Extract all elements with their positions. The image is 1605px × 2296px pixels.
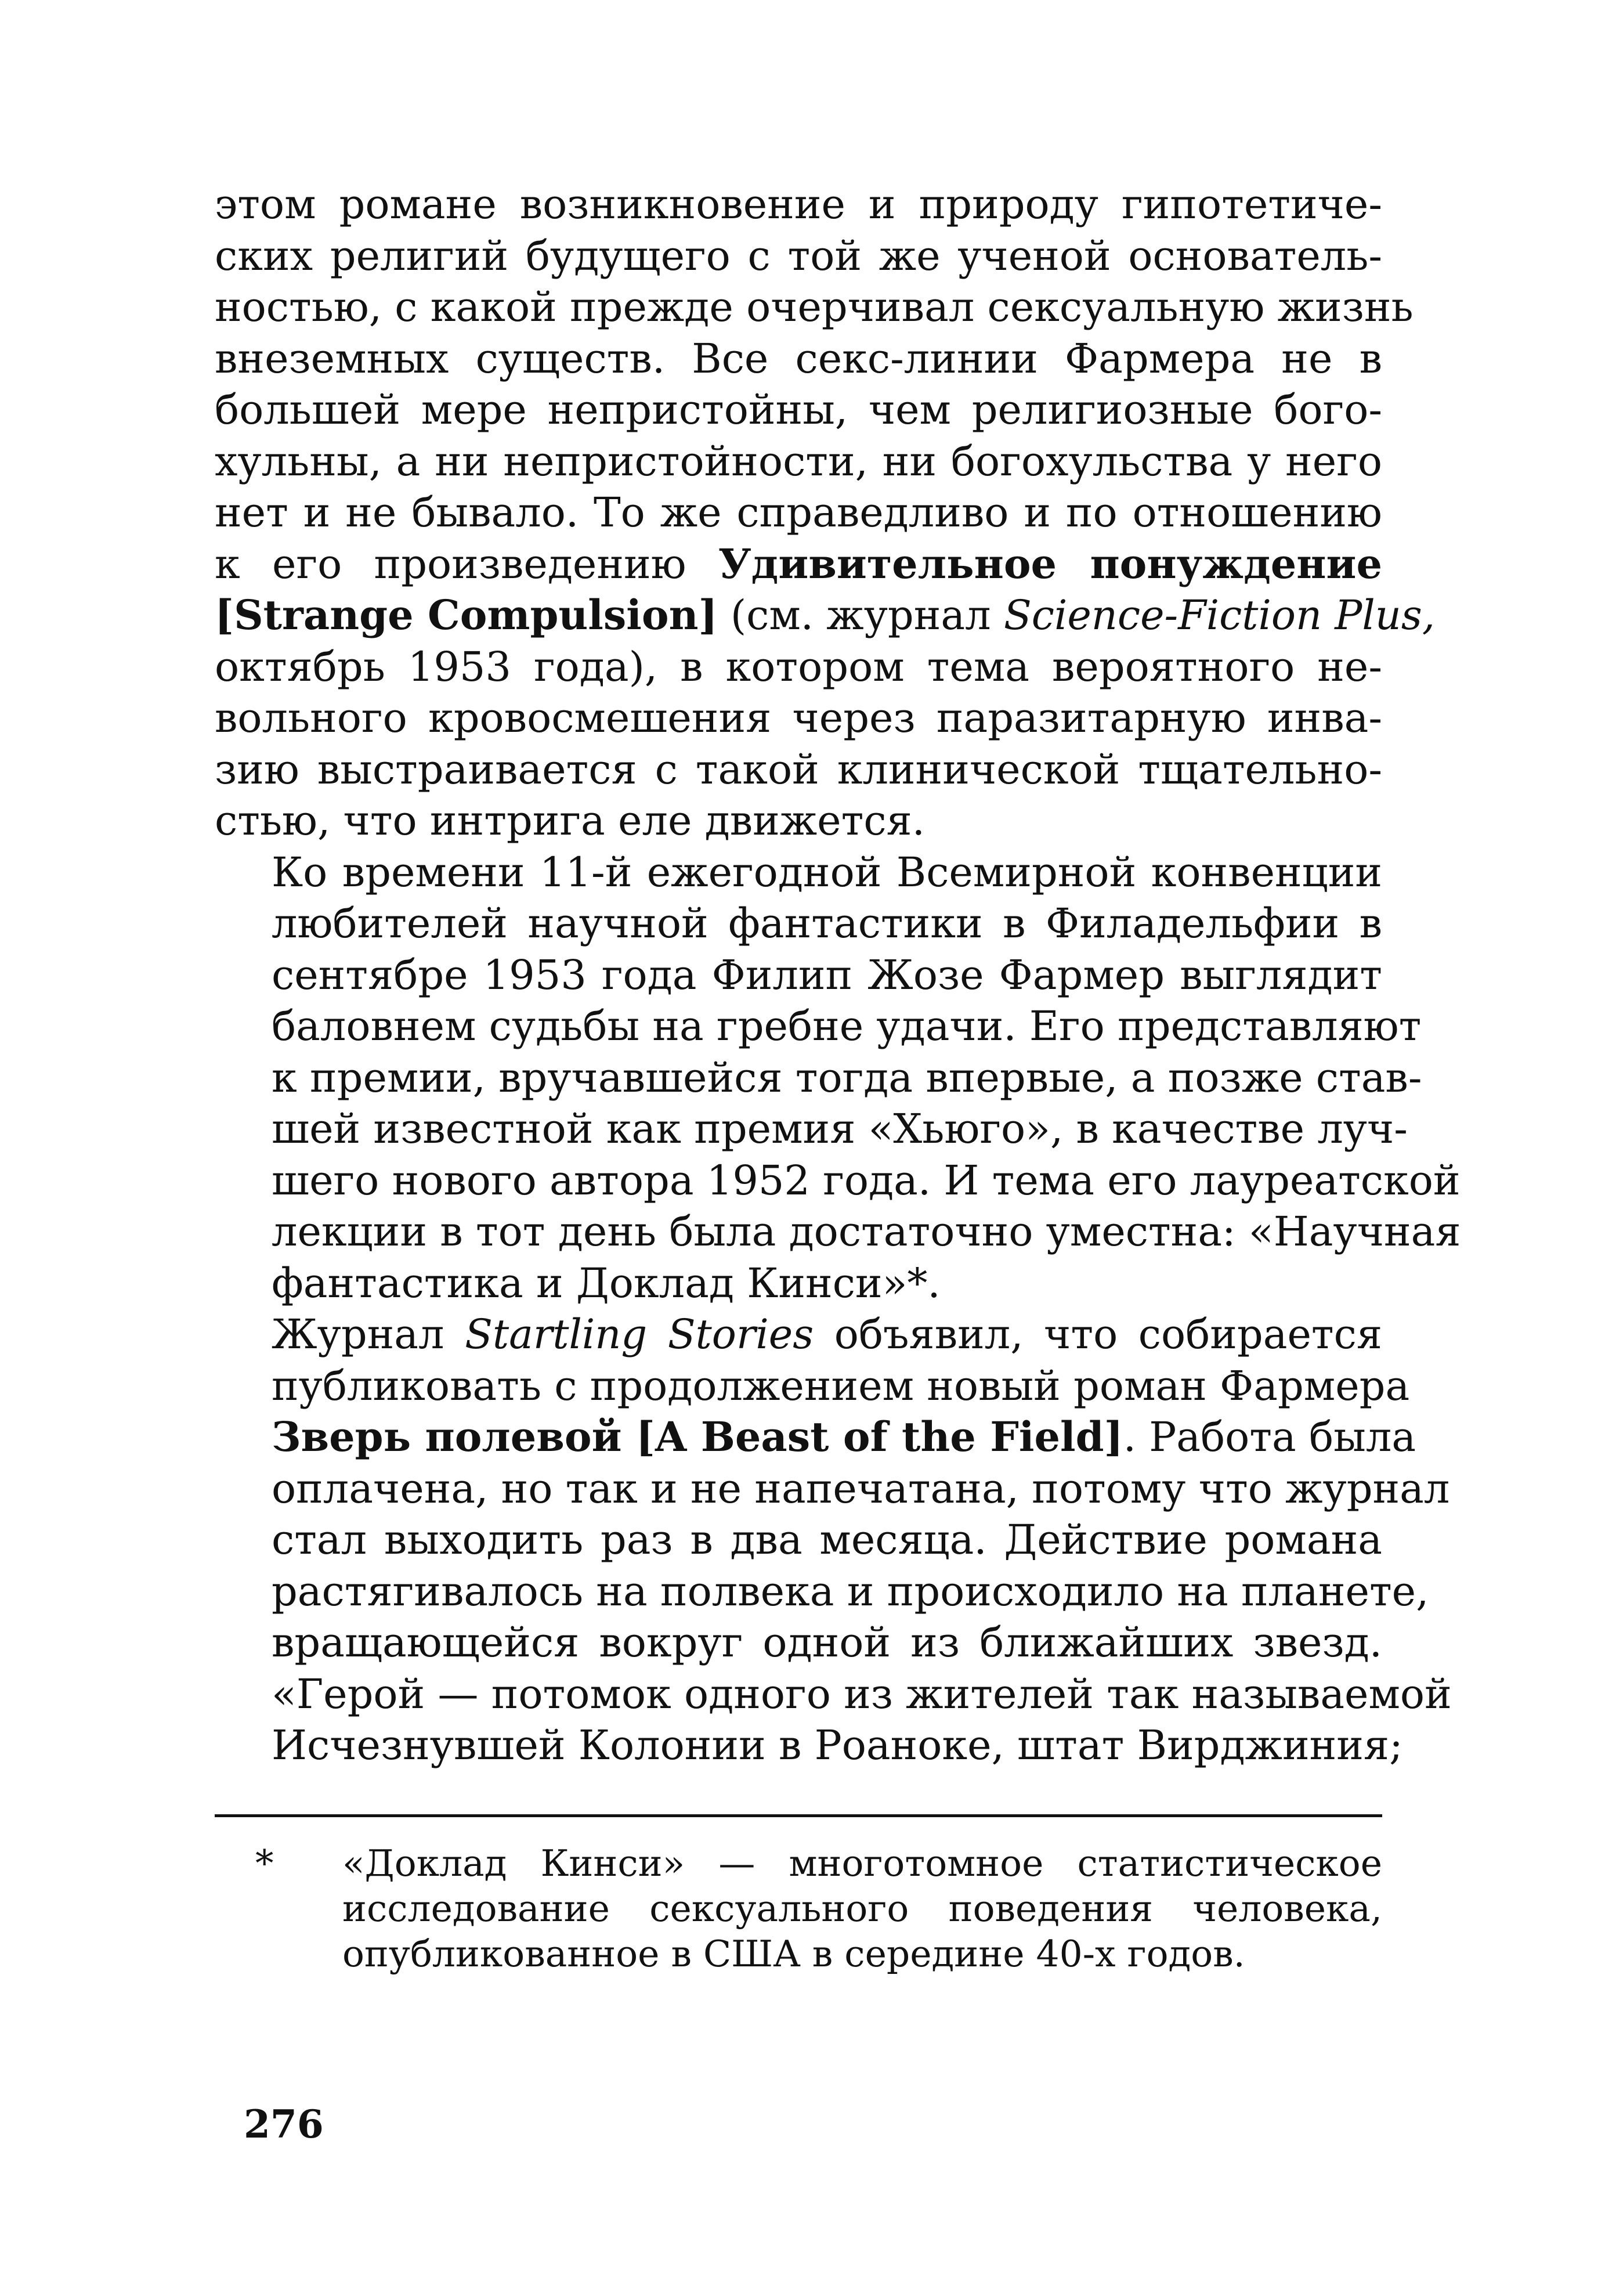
text-run: нет и не бывало. То же справедливо и по отношению — [215, 489, 1382, 536]
text-run: фантастика и Доклад Кинси»*. — [272, 1259, 941, 1307]
footnote-divider — [215, 1814, 1382, 1817]
text-line — [215, 384, 1382, 436]
bold-title: Зверь полевой [A Beast of the Field] — [272, 1413, 1123, 1461]
text-line — [215, 1463, 1450, 1515]
text-line — [215, 641, 1382, 693]
text-run: сентябре 1953 года Филип Жозе Фармер выглядит — [272, 951, 1382, 999]
text-run: объявил, что собирается — [814, 1311, 1382, 1358]
italic-title: Science-Fiction Plus, — [1003, 591, 1436, 639]
text-run: Исчезнувшей Колонии в Роаноке, штат Вирджиния; — [272, 1721, 1403, 1769]
text-line — [215, 281, 1414, 333]
text-line — [215, 1258, 1382, 1309]
text-line — [215, 692, 1382, 744]
text-line — [215, 744, 1382, 796]
text-run: стью, что интрига еле движется. — [215, 797, 925, 844]
footnote-line: опубликованное в США в середине 40-х годов. — [342, 1933, 1245, 1975]
text-run: внеземных существ. Все секс-линии Фармера не в — [215, 334, 1382, 382]
text-line — [215, 1411, 1416, 1463]
text-run: к премии, вручавшейся тогда впервые, а позже став- — [272, 1053, 1422, 1102]
text-run: . Работа была — [1123, 1413, 1416, 1461]
text-line — [215, 1206, 1461, 1258]
text-run: октябрь 1953 года), в котором тема вероятного не- — [215, 642, 1382, 691]
text-run: вольного кровосмешения через паразитарную инва- — [215, 694, 1382, 742]
bold-title: Удивительное понуждение — [718, 539, 1382, 588]
text-run: оплачена, но так и не напечатана, потому что журнал — [272, 1464, 1450, 1512]
text-run: стал выходить раз в два месяца. Действие романа — [272, 1516, 1382, 1564]
text-run: публиковать с продолжением новый роман Фармера — [272, 1362, 1410, 1410]
text-line — [215, 230, 1382, 282]
text-run: зию выстраивается с такой клинической тщательно- — [215, 745, 1382, 793]
paragraph — [215, 179, 1436, 847]
page-number: 276 — [244, 2102, 324, 2147]
text-line — [215, 1669, 1452, 1720]
text-line — [215, 539, 1382, 590]
text-run: Журнал — [272, 1311, 465, 1358]
text-run: ских религий будущего с той же ученой основатель- — [215, 232, 1382, 280]
text-run: хульны, а ни непристойности, ни богохульства у него — [215, 437, 1382, 485]
text-line — [215, 1514, 1382, 1566]
text-run: ностью, с какой прежде очерчивал сексуальную жизнь — [215, 283, 1414, 331]
text-line — [215, 436, 1382, 488]
footnote — [255, 1841, 1382, 1977]
text-line — [215, 1155, 1461, 1207]
footnote-line: исследование сексуального поведения человека, — [342, 1887, 1382, 1930]
text-line — [215, 179, 1382, 230]
text-run: любителей научной фантастики в Филадельфии в — [272, 900, 1382, 947]
text-line — [215, 1720, 1403, 1771]
text-line — [215, 1617, 1382, 1669]
text-line — [215, 1103, 1408, 1155]
text-run: «Герой — потомок одного из жителей так называемой — [272, 1670, 1452, 1718]
text-run: вращающейся вокруг одной из ближайших звезд. — [272, 1619, 1382, 1666]
text-run: к его произведению — [215, 540, 718, 588]
text-run: растягивалось на полвека и происходило на планете, — [272, 1567, 1429, 1615]
paragraph — [215, 847, 1461, 1309]
paragraph — [215, 1309, 1452, 1771]
text-line — [215, 950, 1382, 1001]
text-line — [215, 898, 1382, 950]
footnote-text — [342, 1841, 1382, 1977]
text-run: лекции в тот день была достаточно уместна: «Научная — [272, 1208, 1461, 1255]
text-run: шей известной как премия «Хьюго», в качестве луч- — [272, 1105, 1408, 1153]
text-line — [215, 1360, 1410, 1412]
text-run: шего нового автора 1952 года. И тема его лауреатской — [272, 1156, 1461, 1204]
text-line — [215, 487, 1382, 539]
main-text — [215, 179, 1461, 1771]
italic-title: Startling Stories — [465, 1311, 814, 1358]
text-line — [215, 1052, 1422, 1104]
text-line — [215, 333, 1382, 385]
text-run: большей мере непристойны, чем религиозные бого- — [215, 386, 1382, 434]
text-line — [215, 847, 1382, 898]
bold-title: [Strange Compulsion] — [215, 591, 718, 639]
text-run: (см. журнал — [717, 591, 1004, 639]
text-line — [215, 1001, 1422, 1052]
text-run: Ко времени 11-й ежегодной Всемирной конвенции — [272, 848, 1382, 896]
text-line — [215, 795, 1382, 847]
text-run: баловнем судьбы на гребне удачи. Его представляют — [272, 1002, 1422, 1050]
text-line — [215, 1566, 1429, 1618]
footnote-mark: * — [255, 1842, 274, 1885]
text-line — [215, 1309, 1382, 1360]
text-line — [215, 590, 1436, 641]
footnote-line: «Доклад Кинси» — многотомное статистическое — [342, 1842, 1382, 1885]
text-run: этом романе возникновение и природу гипотетиче- — [215, 180, 1382, 228]
